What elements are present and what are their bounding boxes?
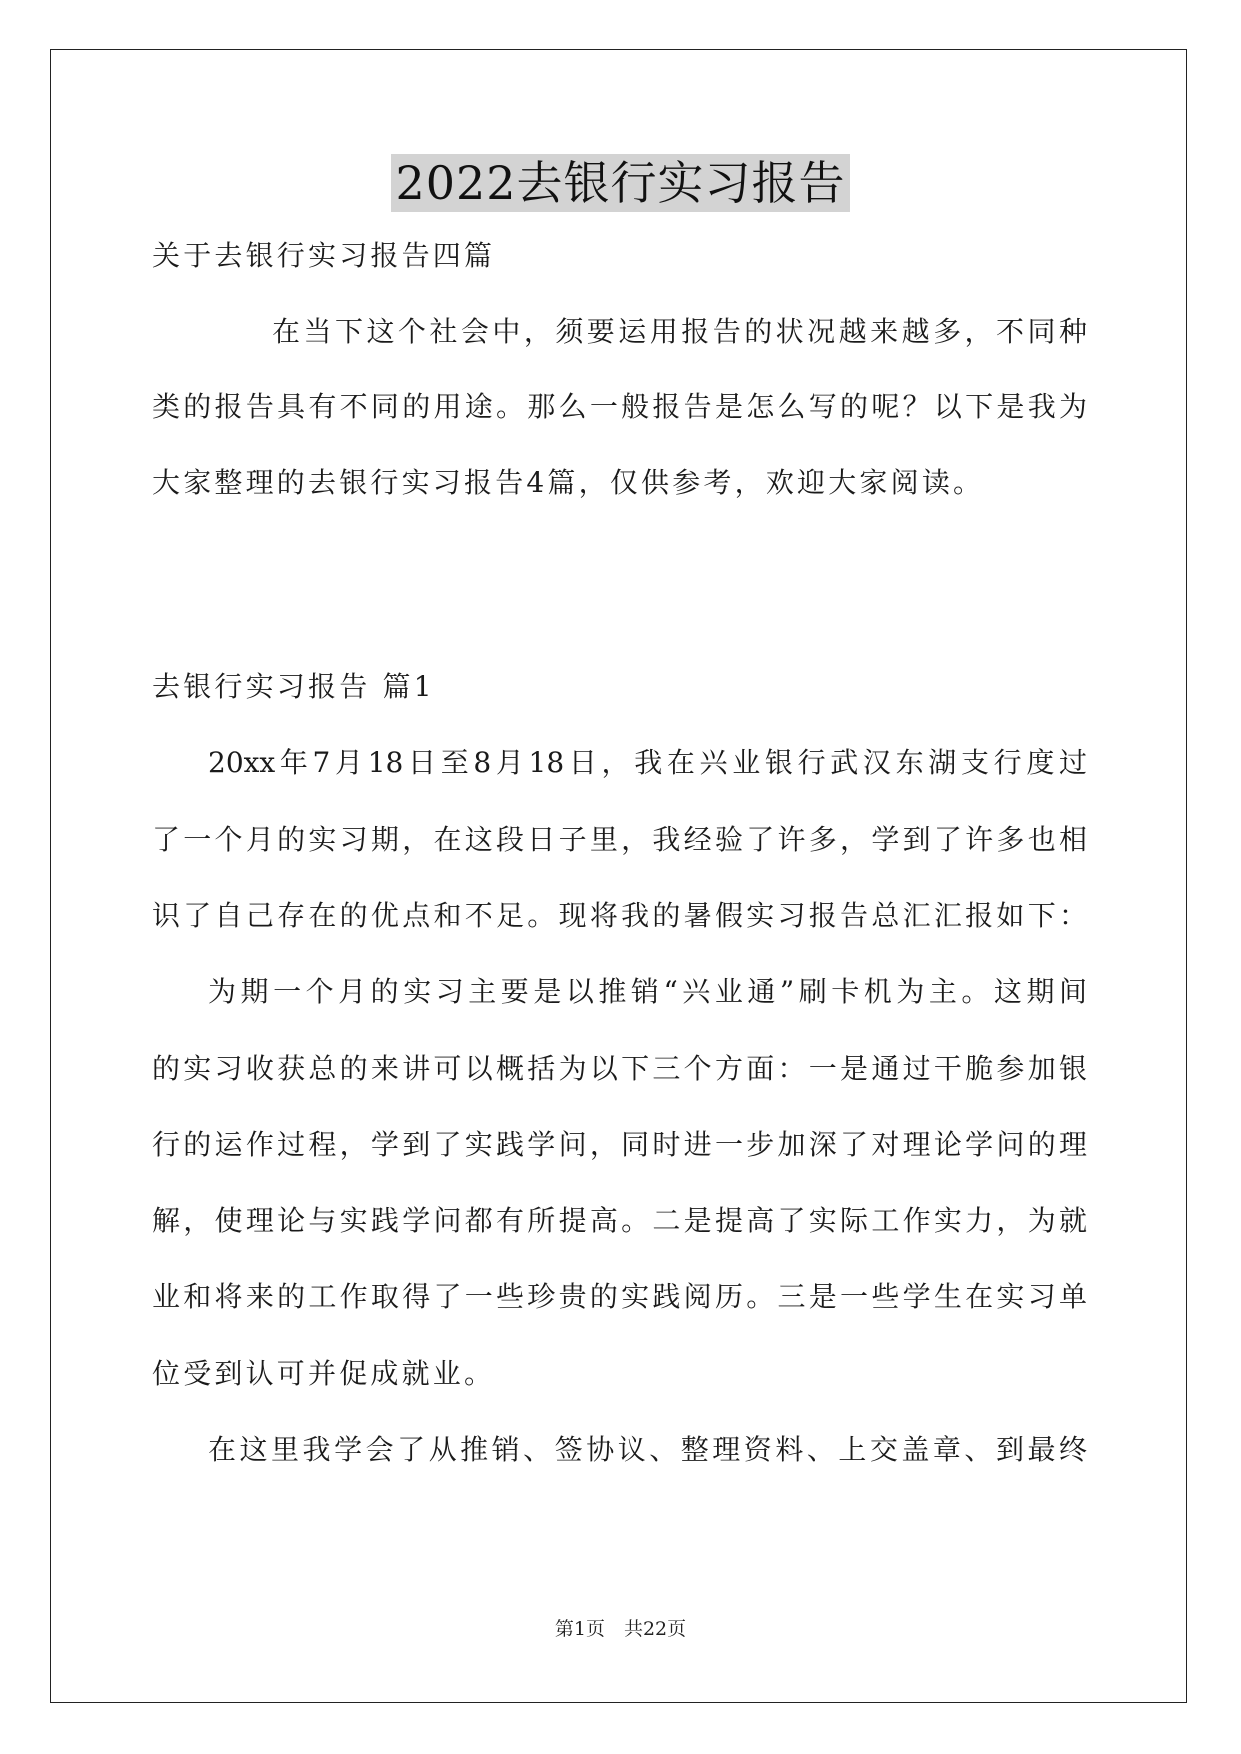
body-line: 业和将来的工作取得了一些珍贵的实践阅历。三是一些学生在实习单 — [152, 1280, 1087, 1313]
body-line: 识了自己存在的优点和不足。现将我的暑假实习报告总汇汇报如下： — [152, 899, 1087, 932]
body-line: 位受到认可并促成就业。 — [152, 1357, 496, 1390]
intro-line-2: 类的报告具有不同的用途。那么一般报告是怎么写的呢？以下是我为 — [152, 390, 1087, 423]
body-line: 的实习收获总的来讲可以概括为以下三个方面：一是通过干脆参加银 — [152, 1052, 1087, 1085]
body-line: 在这里我学会了从推销、签协议、整理资料、上交盖章、到最终 — [208, 1433, 1087, 1466]
body-line: 20xx年7月18日至8月18日，我在兴业银行武汉东湖支行度过 — [208, 746, 1087, 779]
body-line: 解，使理论与实践学问都有所提高。二是提高了实际工作实力，为就 — [152, 1204, 1087, 1237]
title-container — [0, 154, 1241, 212]
body-line: 行的运作过程，学到了实践学问，同时进一步加深了对理论学问的理 — [152, 1128, 1087, 1161]
body-line: 为期一个月的实习主要是以推销“兴业通”刷卡机为主。这期间 — [208, 975, 1087, 1008]
section-heading: 去银行实习报告 篇1 — [152, 670, 435, 703]
document-subtitle: 关于去银行实习报告四篇 — [152, 239, 496, 272]
intro-line-1: 在当下这个社会中，须要运用报告的状况越来越多，不同种 — [272, 315, 1087, 348]
body-line: 了一个月的实习期，在这段日子里，我经验了许多，学到了许多也相 — [152, 823, 1087, 856]
page-footer: 第1页 共22页 — [554, 1618, 687, 1640]
document-title: 2022去银行实习报告 — [391, 154, 849, 212]
intro-line-3: 大家整理的去银行实习报告4篇，仅供参考，欢迎大家阅读。 — [152, 466, 985, 499]
